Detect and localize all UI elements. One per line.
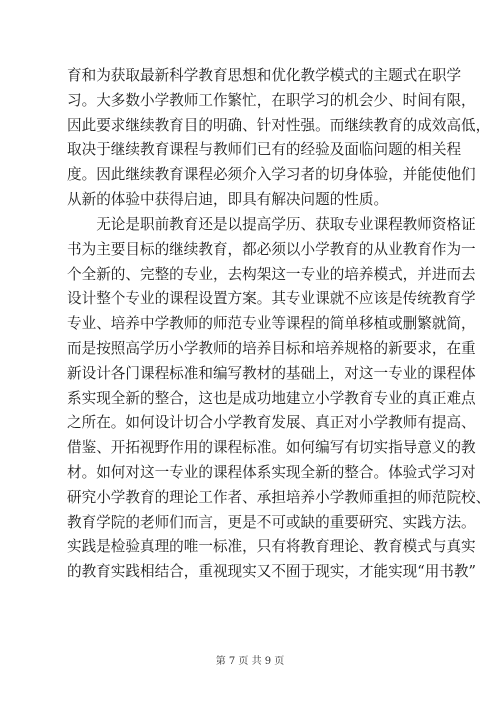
text-line: 习。大多数小学教师工作繁忙，在职学习的机会少、时间有限， bbox=[67, 91, 476, 109]
text-line: 新设计各门课程标准和编写教材的基础上，对这一专业的课程体 bbox=[67, 364, 476, 382]
text-line: 从新的体验中获得启迪，即具有解决问题的性质。 bbox=[67, 190, 389, 208]
text-line: 育和为获取最新科学教育思想和优化教学模式的主题式在职学 bbox=[67, 67, 462, 84]
text-line: 材。如何对这一专业的课程体系实现全新的整合。体验式学习对 bbox=[67, 463, 476, 481]
text-line: 设计整个专业的课程设置方案。其专业课就不应该是传统教育学 bbox=[67, 290, 476, 308]
text-line: 借鉴、开拓视野作用的课程标准。如何编写有切实指导意义的教 bbox=[67, 439, 476, 457]
text-line: 的教育实践相结合，重视现实又不囿于现实，才能实现“用书教” bbox=[67, 563, 476, 581]
text-line: 之所在。如何设计切合小学教育发展、真正对小学教师有提高、 bbox=[67, 414, 476, 432]
paragraph-1 bbox=[67, 64, 491, 213]
text-line: 实践是检验真理的唯一标准，只有将教育理论、教育模式与真实 bbox=[67, 538, 476, 556]
text-line: 个全新的、完整的专业，去构架这一专业的培养模式，并进而去 bbox=[67, 265, 476, 283]
page-number-footer: 第 7 页 共 9 页 bbox=[215, 656, 285, 667]
text-line: 教育学院的老师们而言，更是不可或缺的重要研究、实践方法。 bbox=[67, 513, 476, 531]
text-line: 因此要求继续教育目的明确、针对性强。而继续教育的成效高低， bbox=[67, 116, 491, 134]
text-line: 而是按照高学历小学教师的培养目标和培养规格的新要求，在重 bbox=[67, 339, 476, 357]
text-line: 专业、培养中学教师的师范专业等课程的简单移植或删繁就简， bbox=[67, 315, 476, 333]
text-line: 度。因此继续教育课程必须介入学习者的切身体验，并能使他们 bbox=[67, 166, 476, 184]
text-line: 书为主要目标的继续教育，都必须以小学教育的从业教育作为一 bbox=[67, 240, 476, 258]
paragraph-2 bbox=[67, 213, 491, 585]
text-line: 研究小学教育的理论工作者、承担培养小学教师重担的师范院校、 bbox=[67, 488, 491, 506]
text-line: 取决于继续教育课程与教师们已有的经验及面临问题的相关程 bbox=[67, 141, 462, 159]
text-line: 无论是职前教育还是以提高学历、获取专业课程教师资格证 bbox=[67, 216, 476, 233]
text-line: 系实现全新的整合，这也是成功地建立小学教育专业的真正难点 bbox=[67, 389, 476, 407]
